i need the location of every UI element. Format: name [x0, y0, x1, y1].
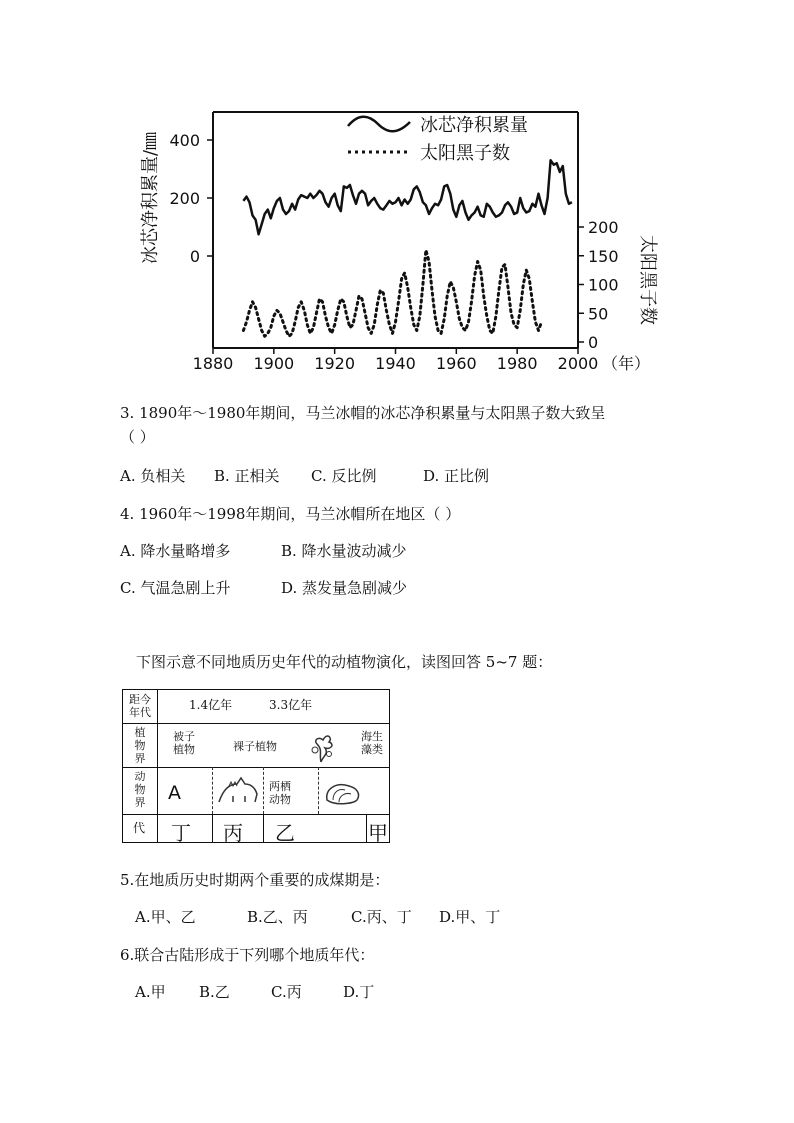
- q5-option-c: C.丙、丁: [351, 908, 412, 926]
- y-right-tick-label-200: 200: [588, 218, 619, 237]
- ice-core-accumulation-line: [243, 160, 572, 234]
- legend-solid-swatch: [348, 117, 410, 132]
- q6-option-b: B.乙: [199, 983, 230, 1001]
- animal-amphibians: 两栖动物: [269, 780, 291, 806]
- row-label-animals: 动物界: [134, 770, 146, 809]
- x-axis-unit: （年）: [602, 354, 651, 373]
- x-tick-label-1900: 1900: [253, 354, 295, 373]
- q3-option-d: D. 正比例: [423, 467, 490, 485]
- x-tick-label-1980: 1980: [496, 354, 538, 373]
- q3-option-c: C. 反比例: [311, 467, 377, 485]
- ice-core-sunspot-chart: [130, 100, 690, 380]
- x-tick-label-1940: 1940: [375, 354, 416, 373]
- era-ding: 丁: [171, 821, 191, 845]
- legend-label-ice-core: 冰芯净积累量: [420, 115, 528, 136]
- q4-option-b: B. 降水量波动减少: [281, 542, 407, 560]
- q5-option-d: D.甲、丁: [439, 908, 501, 926]
- q5-stem: 5.在地质历史时期两个重要的成煤期是：: [120, 871, 390, 889]
- animal-a-label: A: [168, 782, 181, 804]
- y-left-tick-label-400: 400: [169, 131, 200, 150]
- q4-option-c: C. 气温急剧上升: [120, 579, 231, 597]
- row-label-time: 距今年代: [129, 693, 151, 719]
- q3-answer-blank: （ ）: [120, 428, 155, 446]
- plot-frame: [213, 112, 578, 348]
- q6-option-a: A.甲: [135, 983, 166, 1001]
- fern-icon: [303, 728, 339, 764]
- q6-stem: 6.联合古陆形成于下列哪个地质年代：: [120, 946, 375, 964]
- q6-option-c: C.丙: [271, 983, 302, 1001]
- geologic-era-table: [122, 689, 390, 843]
- shell-icon: [323, 778, 363, 808]
- plant-gymnosperms: 裸子植物: [233, 740, 277, 753]
- era-jia: 甲: [368, 821, 388, 845]
- x-tick-label-1960: 1960: [435, 354, 477, 373]
- era-yi: 乙: [275, 821, 295, 845]
- y-left-tick-label-200: 200: [169, 189, 200, 208]
- q4-stem: 4. 1960年～1998年期间，马兰冰帽所在地区（ ）: [120, 505, 461, 523]
- intro-text: 下图示意不同地质历史年代的动植物演化，读图回答 5~7 题：: [136, 653, 553, 671]
- q4-option-d: D. 蒸发量急剧减少: [281, 579, 408, 597]
- y-right-tick-label-150: 150: [588, 246, 619, 266]
- plant-marine-algae: 海生藻类: [361, 730, 383, 756]
- chart-legend: [348, 115, 528, 164]
- x-tick-label-2000: 2000: [557, 354, 599, 373]
- time-label-1: 1.4亿年: [189, 698, 233, 712]
- q3-option-b: B. 正相关: [214, 467, 280, 485]
- y-right-tick-label-0: 0: [588, 333, 599, 352]
- row-label-plants: 植物界: [134, 726, 146, 765]
- q5-option-b: B.乙、丙: [247, 908, 308, 926]
- row-label-era: 代: [133, 821, 146, 835]
- q3-option-a: A. 负相关: [120, 467, 186, 485]
- y-right-axis-label: 太阳黑子数: [637, 235, 658, 325]
- legend-label-sunspot: 太阳黑子数: [420, 143, 510, 164]
- time-label-2: 3.3亿年: [269, 698, 313, 712]
- y-left-tick-label-0: 0: [189, 247, 200, 266]
- y-right-tick-label-100: 100: [588, 275, 619, 295]
- y-left-axis-label: 冰芯净积累量/㎜: [140, 131, 161, 265]
- q6-option-d: D.丁: [343, 983, 375, 1001]
- x-tick-label-1880: 1880: [192, 354, 234, 373]
- era-bing: 丙: [223, 821, 243, 845]
- q4-option-a: A. 降水量略增多: [120, 542, 231, 560]
- dinosaur-icon: [215, 772, 261, 810]
- plant-angiosperms: 被子植物: [173, 730, 195, 756]
- q5-option-a: A.甲、乙: [135, 908, 196, 926]
- y-right-tick-label-50: 50: [588, 304, 609, 324]
- q3-stem: 3. 1890年～1980年期间，马兰冰帽的冰芯净积累量与太阳黑子数大致呈: [120, 404, 606, 422]
- sunspot-number-line: [243, 250, 541, 336]
- x-tick-label-1920: 1920: [314, 354, 356, 373]
